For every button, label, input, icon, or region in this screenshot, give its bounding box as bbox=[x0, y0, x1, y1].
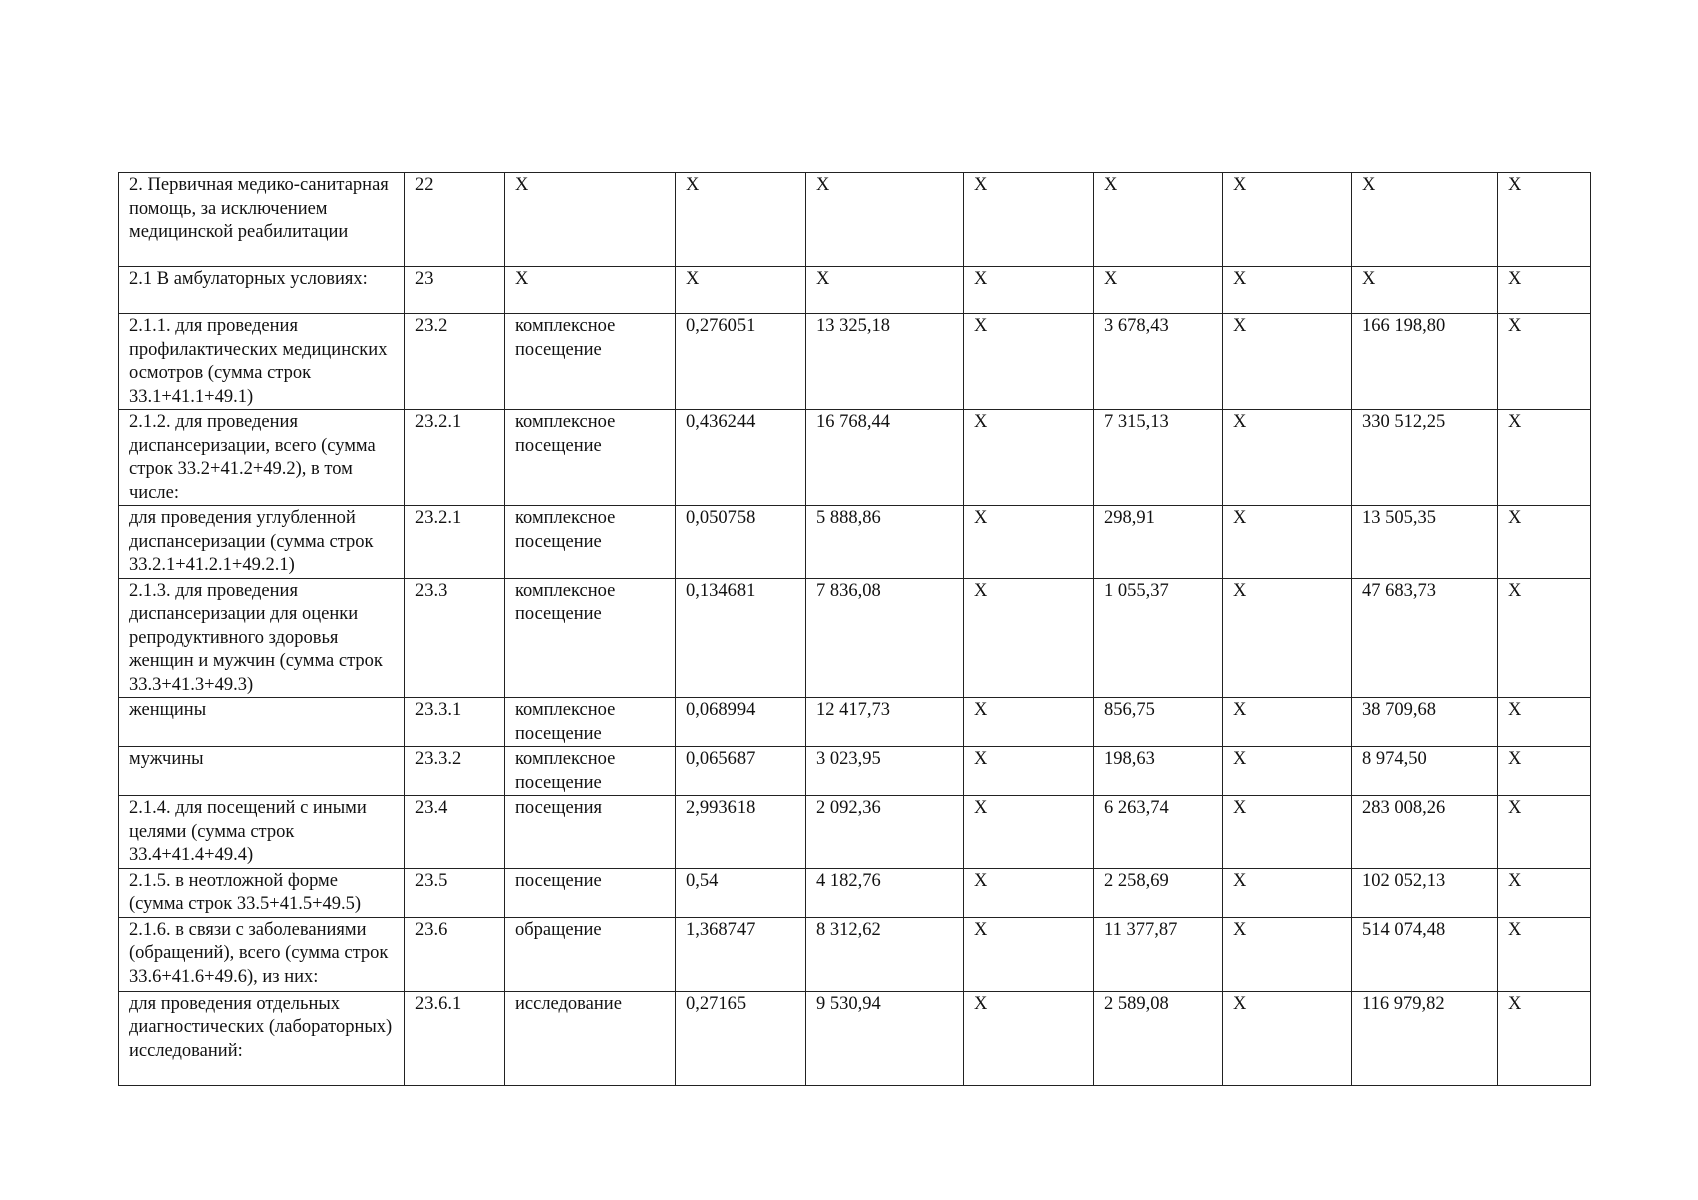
table-row bbox=[119, 991, 1591, 1085]
table-row bbox=[119, 796, 1591, 869]
cell-amount-a: 856,75 bbox=[1094, 698, 1223, 747]
table-row bbox=[119, 698, 1591, 747]
cell-x-mark-a: X bbox=[964, 917, 1094, 991]
cell-amount-a: 2 258,69 bbox=[1094, 868, 1223, 917]
cell-x-mark-a: X bbox=[964, 747, 1094, 796]
data-table bbox=[118, 172, 1591, 1086]
cell-x-mark-c: X bbox=[1498, 747, 1591, 796]
cell-unit: X bbox=[505, 267, 676, 314]
cell-x-mark-c: X bbox=[1498, 917, 1591, 991]
cell-description: 2.1 В амбулаторных условиях: bbox=[119, 267, 405, 314]
cell-x-mark-a: X bbox=[964, 173, 1094, 267]
cell-amount-b: 514 074,48 bbox=[1352, 917, 1498, 991]
cell-row-code: 23.4 bbox=[405, 796, 505, 869]
cell-cost: 2 092,36 bbox=[806, 796, 964, 869]
cell-unit: посещение bbox=[505, 868, 676, 917]
cell-cost: 7 836,08 bbox=[806, 578, 964, 698]
cell-unit: комплексное посещение bbox=[505, 314, 676, 410]
cell-x-mark-c: X bbox=[1498, 410, 1591, 506]
cell-row-code: 23.3.1 bbox=[405, 698, 505, 747]
cell-description: 2.1.5. в неотложной форме (сумма строк 33.5+41.5+49.5) bbox=[119, 868, 405, 917]
cell-amount-a: 2 589,08 bbox=[1094, 991, 1223, 1085]
cell-x-mark-b: X bbox=[1223, 698, 1352, 747]
cell-x-mark-a: X bbox=[964, 506, 1094, 579]
cell-amount-b: 13 505,35 bbox=[1352, 506, 1498, 579]
cell-x-mark-a: X bbox=[964, 991, 1094, 1085]
cell-x-mark-c: X bbox=[1498, 314, 1591, 410]
table-row bbox=[119, 747, 1591, 796]
cell-unit: X bbox=[505, 173, 676, 267]
cell-x-mark-a: X bbox=[964, 868, 1094, 917]
cell-norm: 0,436244 bbox=[676, 410, 806, 506]
cell-amount-a: 198,63 bbox=[1094, 747, 1223, 796]
cell-norm: 0,276051 bbox=[676, 314, 806, 410]
cell-x-mark-b: X bbox=[1223, 796, 1352, 869]
cell-norm: 0,068994 bbox=[676, 698, 806, 747]
cell-amount-a: 11 377,87 bbox=[1094, 917, 1223, 991]
cell-x-mark-a: X bbox=[964, 796, 1094, 869]
cell-x-mark-a: X bbox=[964, 578, 1094, 698]
cell-row-code: 23.6 bbox=[405, 917, 505, 991]
cell-amount-a: 298,91 bbox=[1094, 506, 1223, 579]
cell-description: 2.1.2. для проведения диспансеризации, всего (сумма строк 33.2+41.2+49.2), в том числе: bbox=[119, 410, 405, 506]
cell-row-code: 23.3.2 bbox=[405, 747, 505, 796]
cell-x-mark-b: X bbox=[1223, 506, 1352, 579]
cell-x-mark-a: X bbox=[964, 410, 1094, 506]
cell-x-mark-c: X bbox=[1498, 868, 1591, 917]
cell-norm: 2,993618 bbox=[676, 796, 806, 869]
cell-amount-a: X bbox=[1094, 173, 1223, 267]
cell-description: 2.1.1. для проведения профилактических медицинских осмотров (сумма строк 33.1+41.1+49.1) bbox=[119, 314, 405, 410]
cell-unit: комплексное посещение bbox=[505, 747, 676, 796]
table-row bbox=[119, 173, 1591, 267]
table-row bbox=[119, 578, 1591, 698]
cell-x-mark-b: X bbox=[1223, 868, 1352, 917]
cell-amount-a: X bbox=[1094, 267, 1223, 314]
cell-row-code: 23.6.1 bbox=[405, 991, 505, 1085]
table-row bbox=[119, 314, 1591, 410]
cell-cost: 3 023,95 bbox=[806, 747, 964, 796]
cell-unit: комплексное посещение bbox=[505, 410, 676, 506]
cell-amount-b: 166 198,80 bbox=[1352, 314, 1498, 410]
cell-amount-b: 283 008,26 bbox=[1352, 796, 1498, 869]
cell-description: для проведения углубленной диспансеризации (сумма строк 33.2.1+41.2.1+49.2.1) bbox=[119, 506, 405, 579]
cell-x-mark-c: X bbox=[1498, 267, 1591, 314]
cell-x-mark-c: X bbox=[1498, 506, 1591, 579]
cell-row-code: 23 bbox=[405, 267, 505, 314]
cell-x-mark-b: X bbox=[1223, 747, 1352, 796]
cell-x-mark-b: X bbox=[1223, 410, 1352, 506]
cell-amount-b: 116 979,82 bbox=[1352, 991, 1498, 1085]
table-row bbox=[119, 506, 1591, 579]
cell-amount-a: 6 263,74 bbox=[1094, 796, 1223, 869]
cell-description: 2.1.4. для посещений с иными целями (сумма строк 33.4+41.4+49.4) bbox=[119, 796, 405, 869]
cell-norm: 0,050758 bbox=[676, 506, 806, 579]
cell-x-mark-a: X bbox=[964, 314, 1094, 410]
cell-description: 2.1.6. в связи с заболеваниями (обращений), всего (сумма строк 33.6+41.6+49.6), из них: bbox=[119, 917, 405, 991]
cell-x-mark-b: X bbox=[1223, 917, 1352, 991]
cell-description: для проведения отдельных диагностических (лабораторных) исследований: bbox=[119, 991, 405, 1085]
cell-cost: 16 768,44 bbox=[806, 410, 964, 506]
cell-description: мужчины bbox=[119, 747, 405, 796]
cell-x-mark-b: X bbox=[1223, 173, 1352, 267]
cell-cost: 12 417,73 bbox=[806, 698, 964, 747]
cell-x-mark-b: X bbox=[1223, 578, 1352, 698]
cell-row-code: 23.5 bbox=[405, 868, 505, 917]
cell-unit: обращение bbox=[505, 917, 676, 991]
cell-row-code: 23.3 bbox=[405, 578, 505, 698]
cell-norm: 0,065687 bbox=[676, 747, 806, 796]
cell-cost: 13 325,18 bbox=[806, 314, 964, 410]
cell-row-code: 22 bbox=[405, 173, 505, 267]
cell-description: 2. Первичная медико-санитарная помощь, за исключением медицинской реабилитации bbox=[119, 173, 405, 267]
cell-amount-b: 102 052,13 bbox=[1352, 868, 1498, 917]
cell-norm: 0,54 bbox=[676, 868, 806, 917]
cell-norm: 0,27165 bbox=[676, 991, 806, 1085]
cell-row-code: 23.2.1 bbox=[405, 506, 505, 579]
cell-cost: 5 888,86 bbox=[806, 506, 964, 579]
cell-norm: 0,134681 bbox=[676, 578, 806, 698]
table-row bbox=[119, 410, 1591, 506]
cell-amount-b: X bbox=[1352, 173, 1498, 267]
table-body bbox=[119, 173, 1591, 1086]
cell-amount-a: 7 315,13 bbox=[1094, 410, 1223, 506]
cell-x-mark-b: X bbox=[1223, 314, 1352, 410]
cell-unit: комплексное посещение bbox=[505, 578, 676, 698]
cell-x-mark-c: X bbox=[1498, 173, 1591, 267]
cell-description: 2.1.3. для проведения диспансеризации для оценки репродуктивного здоровья женщин и мужчин (сумма строк 33.3+41.3+49.3) bbox=[119, 578, 405, 698]
cell-x-mark-c: X bbox=[1498, 991, 1591, 1085]
cell-x-mark-c: X bbox=[1498, 578, 1591, 698]
cell-row-code: 23.2.1 bbox=[405, 410, 505, 506]
cell-unit: исследование bbox=[505, 991, 676, 1085]
table-row bbox=[119, 917, 1591, 991]
cell-norm: X bbox=[676, 173, 806, 267]
cell-cost: X bbox=[806, 267, 964, 314]
cell-cost: 8 312,62 bbox=[806, 917, 964, 991]
cell-unit: посещения bbox=[505, 796, 676, 869]
cell-x-mark-a: X bbox=[964, 698, 1094, 747]
cell-x-mark-c: X bbox=[1498, 796, 1591, 869]
cell-cost: X bbox=[806, 173, 964, 267]
cell-amount-b: 8 974,50 bbox=[1352, 747, 1498, 796]
cell-amount-a: 1 055,37 bbox=[1094, 578, 1223, 698]
cell-cost: 4 182,76 bbox=[806, 868, 964, 917]
cell-norm: 1,368747 bbox=[676, 917, 806, 991]
cell-row-code: 23.2 bbox=[405, 314, 505, 410]
cell-unit: комплексное посещение bbox=[505, 506, 676, 579]
cell-x-mark-c: X bbox=[1498, 698, 1591, 747]
cell-x-mark-b: X bbox=[1223, 991, 1352, 1085]
cell-x-mark-b: X bbox=[1223, 267, 1352, 314]
cell-amount-b: X bbox=[1352, 267, 1498, 314]
cell-unit: комплексное посещение bbox=[505, 698, 676, 747]
cell-x-mark-a: X bbox=[964, 267, 1094, 314]
cell-cost: 9 530,94 bbox=[806, 991, 964, 1085]
cell-amount-b: 330 512,25 bbox=[1352, 410, 1498, 506]
cell-amount-b: 38 709,68 bbox=[1352, 698, 1498, 747]
cell-amount-b: 47 683,73 bbox=[1352, 578, 1498, 698]
table-row bbox=[119, 868, 1591, 917]
cell-description: женщины bbox=[119, 698, 405, 747]
cell-amount-a: 3 678,43 bbox=[1094, 314, 1223, 410]
table-row bbox=[119, 267, 1591, 314]
cell-norm: X bbox=[676, 267, 806, 314]
